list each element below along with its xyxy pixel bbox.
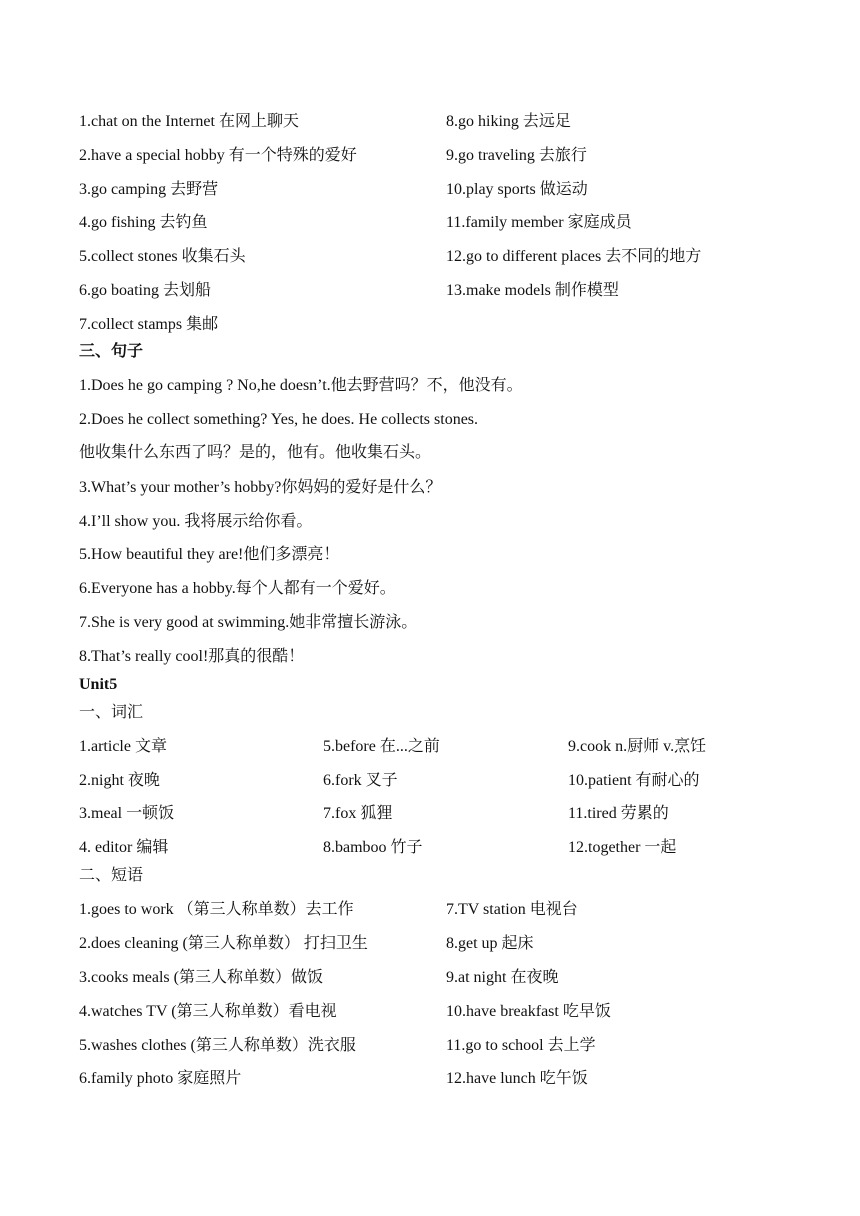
vocab-item: 8.bamboo 竹子	[323, 839, 423, 856]
vocab-item: 3.meal 一顿饭	[79, 805, 175, 822]
sentence-line: 1.Does he go camping ? No,he doesn’t.他去野营吗？不，他没有。	[79, 377, 523, 394]
phrase-item: 7.TV station 电视台	[446, 901, 578, 918]
vocab-item: 4. editor 编辑	[79, 839, 169, 856]
list-item	[79, 245, 779, 269]
phrase-item: 9.at night 在夜晚	[446, 969, 559, 986]
list-item	[79, 178, 779, 202]
phrase-item: 10.have breakfast 吃早饭	[446, 1003, 611, 1020]
phrase-item: 5.collect stones 收集石头	[79, 248, 246, 265]
phrase-item: 7.collect stamps 集邮	[79, 316, 219, 333]
phrase-item: 4.go fishing 去钓鱼	[79, 214, 208, 231]
list-item	[79, 313, 779, 337]
vocab-item: 2.night 夜晚	[79, 772, 160, 789]
list-item	[79, 966, 779, 990]
sentence-line: 7.She is very good at swimming.她非常擅长游泳。	[79, 614, 418, 631]
section-heading-sentences: 三、句子	[79, 343, 144, 360]
vocab-item: 6.fork 叉子	[323, 772, 398, 789]
phrase-item: 6.family photo 家庭照片	[79, 1070, 242, 1087]
list-item	[79, 211, 779, 235]
vocab-item: 1.article 文章	[79, 738, 167, 755]
phrase-item: 3.go camping 去野营	[79, 181, 219, 198]
phrase-item: 11.family member 家庭成员	[446, 214, 632, 231]
sentence-line: 3.What’s your mother’s hobby?你妈妈的爱好是什么？	[79, 479, 442, 496]
list-item	[79, 735, 779, 759]
phrase-item: 5.washes clothes (第三人称单数）洗衣服	[79, 1037, 356, 1054]
list-item	[79, 279, 779, 303]
unit-title: Unit5	[79, 676, 118, 693]
sentence-line: 2.Does he collect something? Yes, he does. He collects stones.	[79, 411, 479, 428]
section-heading-phrases: 二、短语	[79, 867, 144, 884]
phrase-item: 2.does cleaning (第三人称单数） 打扫卫生	[79, 935, 368, 952]
phrase-item: 8.go hiking 去远足	[446, 113, 571, 130]
sentence-line: 6.Everyone has a hobby.每个人都有一个爱好。	[79, 580, 396, 597]
sentence-line: 他收集什么东西了吗？是的，他有。他收集石头。	[79, 444, 432, 461]
list-item	[79, 144, 779, 168]
phrase-item: 1.goes to work （第三人称单数）去工作	[79, 901, 354, 918]
list-item	[79, 1000, 779, 1024]
list-item	[79, 110, 779, 134]
list-item	[79, 1034, 779, 1058]
sentence-line: 5.How beautiful they are!他们多漂亮！	[79, 546, 340, 563]
vocab-item: 7.fox 狐狸	[323, 805, 393, 822]
list-item	[79, 932, 779, 956]
list-item	[79, 836, 779, 860]
phrase-item: 12.go to different places 去不同的地方	[446, 248, 702, 265]
vocab-item: 10.patient 有耐心的	[568, 772, 700, 789]
phrase-item: 13.make models 制作模型	[446, 282, 619, 299]
phrase-item: 6.go boating 去划船	[79, 282, 211, 299]
sentence-line: 4.I’ll show you. 我将展示给你看。	[79, 513, 313, 530]
vocab-item: 9.cook n.厨师 v.烹饪	[568, 738, 707, 755]
vocab-item: 12.together 一起	[568, 839, 677, 856]
phrase-item: 3.cooks meals (第三人称单数）做饭	[79, 969, 323, 986]
phrase-item: 8.get up 起床	[446, 935, 534, 952]
phrase-item: 4.watches TV (第三人称单数）看电视	[79, 1003, 337, 1020]
list-item	[79, 802, 779, 826]
phrase-item: 11.go to school 去上学	[446, 1037, 596, 1054]
phrase-item: 1.chat on the Internet 在网上聊天	[79, 113, 299, 130]
vocab-item: 5.before 在...之前	[323, 738, 440, 755]
phrase-item: 9.go traveling 去旅行	[446, 147, 587, 164]
section-heading-vocab: 一、词汇	[79, 704, 144, 721]
list-item	[79, 769, 779, 793]
sentence-line: 8.That’s really cool!那真的很酷！	[79, 648, 305, 665]
vocab-item: 11.tired 劳累的	[568, 805, 669, 822]
list-item	[79, 898, 779, 922]
phrase-item: 12.have lunch 吃午饭	[446, 1070, 588, 1087]
list-item	[79, 1067, 779, 1091]
phrase-item: 2.have a special hobby 有一个特殊的爱好	[79, 147, 357, 164]
phrase-item: 10.play sports 做运动	[446, 181, 588, 198]
